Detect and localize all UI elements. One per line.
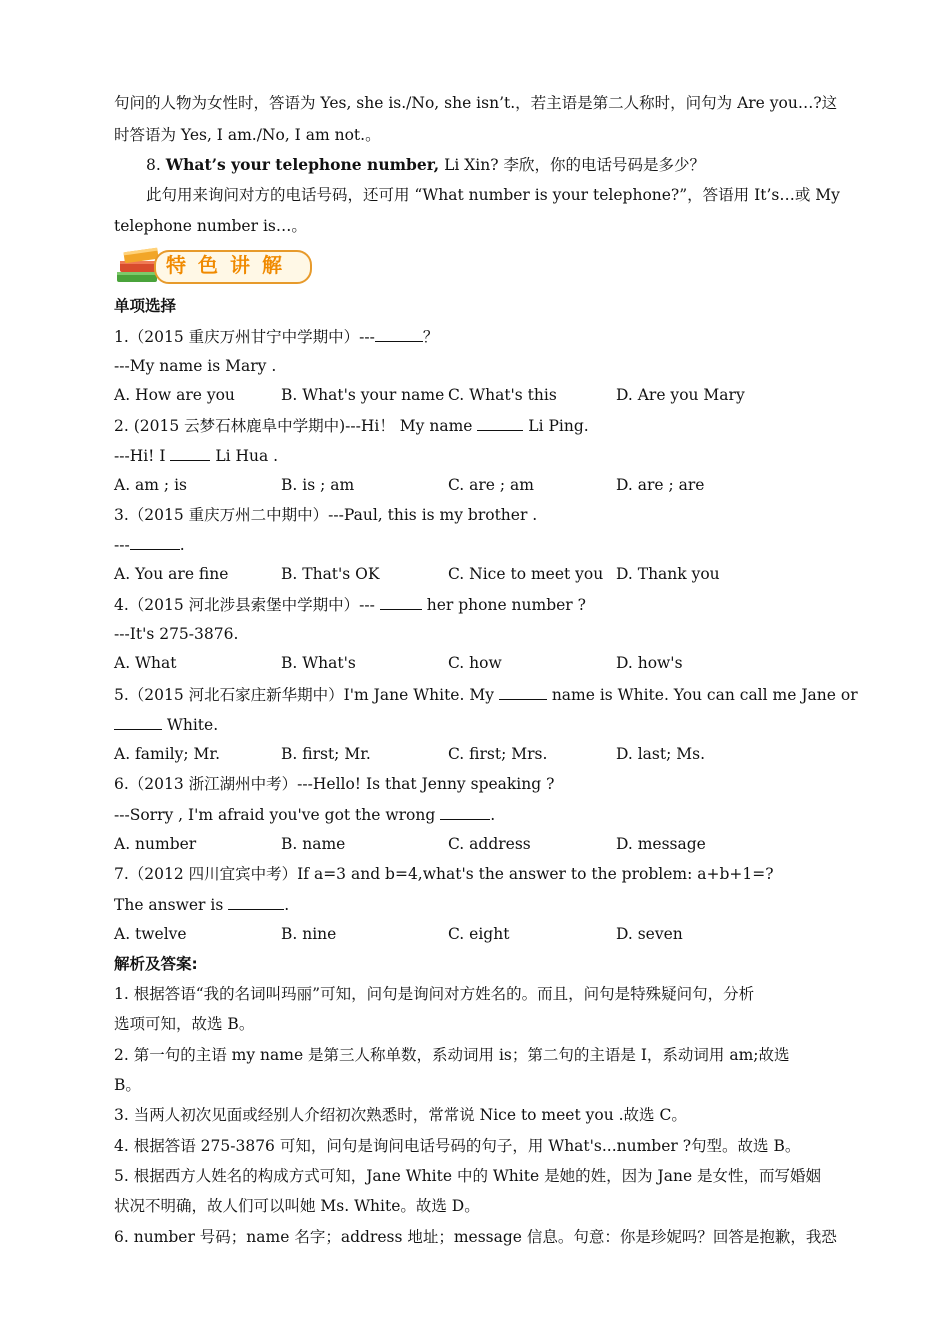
answer-blank xyxy=(499,684,547,700)
question-4 xyxy=(114,594,839,615)
q3-option-d: D. Thank you xyxy=(616,565,720,583)
q3-option-a: A. You are fine xyxy=(114,565,229,583)
q4-option-b: B. What's xyxy=(281,654,356,672)
question-1 xyxy=(114,326,839,347)
q4-option-d: D. how's xyxy=(616,654,683,672)
q1-option-b: B. What's your name xyxy=(281,386,445,404)
question-tail: Li Ping. xyxy=(523,417,589,435)
intro-line-5: telephone number is…。 xyxy=(114,217,307,235)
question-4-reply: ---It's 275-3876. xyxy=(114,625,239,643)
answer-blank xyxy=(170,445,210,461)
item-8-sentence: What’s your telephone number, xyxy=(165,155,440,174)
answer-line: B。 xyxy=(114,1076,141,1094)
q2-option-d: D. are ; are xyxy=(616,476,705,494)
answer-line: 6. number 号码；name 名字；address 地址；message 信息。句意：你是珍妮吗？回答是抱歉，我恐 xyxy=(114,1228,837,1246)
answer-blank xyxy=(114,714,162,730)
q5-option-a: A. family; Mr. xyxy=(114,745,221,763)
reply-text: The answer is xyxy=(114,896,229,914)
question-tail: White. xyxy=(162,716,219,734)
question-7-reply xyxy=(114,894,839,915)
question-text: 4.（2015 河北涉县索堡中学期中）--- xyxy=(114,596,380,614)
q4-option-a: A. What xyxy=(114,654,177,672)
q7-option-a: A. twelve xyxy=(114,925,187,943)
reply-text: --- xyxy=(114,536,130,554)
intro-line-2: 时答语为 Yes, I am./No, I am not.。 xyxy=(114,126,381,144)
q1-option-c: C. What's this xyxy=(448,386,557,404)
answer-line: 选项可知，故选 B。 xyxy=(114,1015,255,1033)
q3-option-b: B. That's OK xyxy=(281,565,380,583)
q6-option-d: D. message xyxy=(616,835,706,853)
answer-blank xyxy=(375,326,423,342)
q1-option-a: A. How are you xyxy=(114,386,235,404)
answer-line: 3. 当两人初次见面或经别人介绍初次熟悉时，常常说 Nice to meet you .故选 C。 xyxy=(114,1106,687,1124)
intro-line-4: 此句用来询问对方的电话号码，还可用 “What number is your telephone?”，答语用 It’s…或 My xyxy=(146,186,840,204)
question-text: 1.（2015 重庆万州甘宁中学期中）--- xyxy=(114,328,375,346)
q5-option-b: B. first; Mr. xyxy=(281,745,371,763)
question-3: 3.（2015 重庆万州二中期中）---Paul, this is my brother . xyxy=(114,506,538,524)
q5-option-d: D. last; Ms. xyxy=(616,745,706,763)
question-6: 6.（2013 浙江湖州中考）---Hello! Is that Jenny speaking ? xyxy=(114,775,555,793)
answer-line: 1. 根据答语“我的名词叫玛丽”可知，问句是询问对方姓名的。而且，问句是特殊疑问句，分析 xyxy=(114,985,755,1003)
q7-option-b: B. nine xyxy=(281,925,337,943)
question-tail: ？ xyxy=(422,328,439,346)
reply-tail: Li Hua . xyxy=(210,447,279,465)
q4-option-c: C. how xyxy=(448,654,502,672)
answer-line: 5. 根据西方人姓名的构成方式可知，Jane White 中的 White 是她的姓，因为 Jane 是女性，而写婚姻 xyxy=(114,1167,822,1185)
q5-option-c: C. first; Mrs. xyxy=(448,745,548,763)
q2-option-b: B. is ; am xyxy=(281,476,355,494)
reply-text: ---Sorry , I'm afraid you've got the wrong xyxy=(114,806,441,824)
q1-option-d: D. Are you Mary xyxy=(616,386,745,404)
question-5 xyxy=(114,684,858,705)
question-7: 7.（2012 四川宜宾中考）If a=3 and b=4,what's the answer to the problem: a+b+1=? xyxy=(114,865,774,883)
reply-tail: . xyxy=(284,896,290,914)
q6-option-b: B. name xyxy=(281,835,346,853)
answer-blank xyxy=(228,894,284,910)
question-3-reply xyxy=(114,534,839,555)
q7-option-c: C. eight xyxy=(448,925,510,943)
answer-line: 2. 第一句的主语 my name 是第三人称单数，系动词用 is；第二句的主语是 I，系动词用 am;故选 xyxy=(114,1046,790,1064)
intro-line-1: 句问的人物为女性时，答语为 Yes, she is./No, she isn’t.，若主语是第二人称时，问句为 Are you…?这 xyxy=(114,94,838,112)
q6-option-a: A. number xyxy=(114,835,197,853)
item-number: 8. xyxy=(146,156,161,174)
q2-option-a: A. am ; is xyxy=(114,476,187,494)
reply-text: ---Hi! I xyxy=(114,447,171,465)
reply-tail: . xyxy=(179,536,185,554)
feature-banner xyxy=(114,243,310,287)
question-text: 5.（2015 河北石家庄新华期中）I'm Jane White. My xyxy=(114,686,499,704)
section-title: 单项选择 xyxy=(114,297,177,315)
q2-option-c: C. are ; am xyxy=(448,476,534,494)
answer-line: 状况不明确，故人们可以叫她 Ms. White。故选 D。 xyxy=(114,1197,480,1215)
answer-blank xyxy=(477,415,523,431)
question-6-reply xyxy=(114,804,839,825)
answer-blank xyxy=(380,594,422,610)
question-2 xyxy=(114,415,839,436)
reply-tail: . xyxy=(490,806,496,824)
question-tail: name is White. You can call me Jane or xyxy=(546,686,858,704)
question-text: 2. (2015 云梦石林鹿阜中学期中)---Hi！ My name xyxy=(114,417,478,435)
answers-title: 解析及答案: xyxy=(114,955,198,973)
intro-item-8 xyxy=(146,155,839,175)
question-5-cont xyxy=(114,714,839,735)
q3-option-c: C. Nice to meet you xyxy=(448,565,604,583)
question-2-reply xyxy=(114,445,839,466)
banner-label: 特色讲解 xyxy=(166,253,294,277)
answer-line: 4. 根据答语 275-3876 可知，问句是询问电话号码的句子，用 What's...number ?句型。故选 B。 xyxy=(114,1137,801,1155)
question-1-reply: ---My name is Mary . xyxy=(114,357,277,375)
answer-blank xyxy=(440,804,490,820)
question-tail: her phone number ? xyxy=(421,596,586,614)
answer-blank xyxy=(130,534,180,550)
item-8-translation: Li Xin? 李欣，你的电话号码是多少？ xyxy=(439,156,705,174)
q6-option-c: C. address xyxy=(448,835,531,853)
q7-option-d: D. seven xyxy=(616,925,683,943)
